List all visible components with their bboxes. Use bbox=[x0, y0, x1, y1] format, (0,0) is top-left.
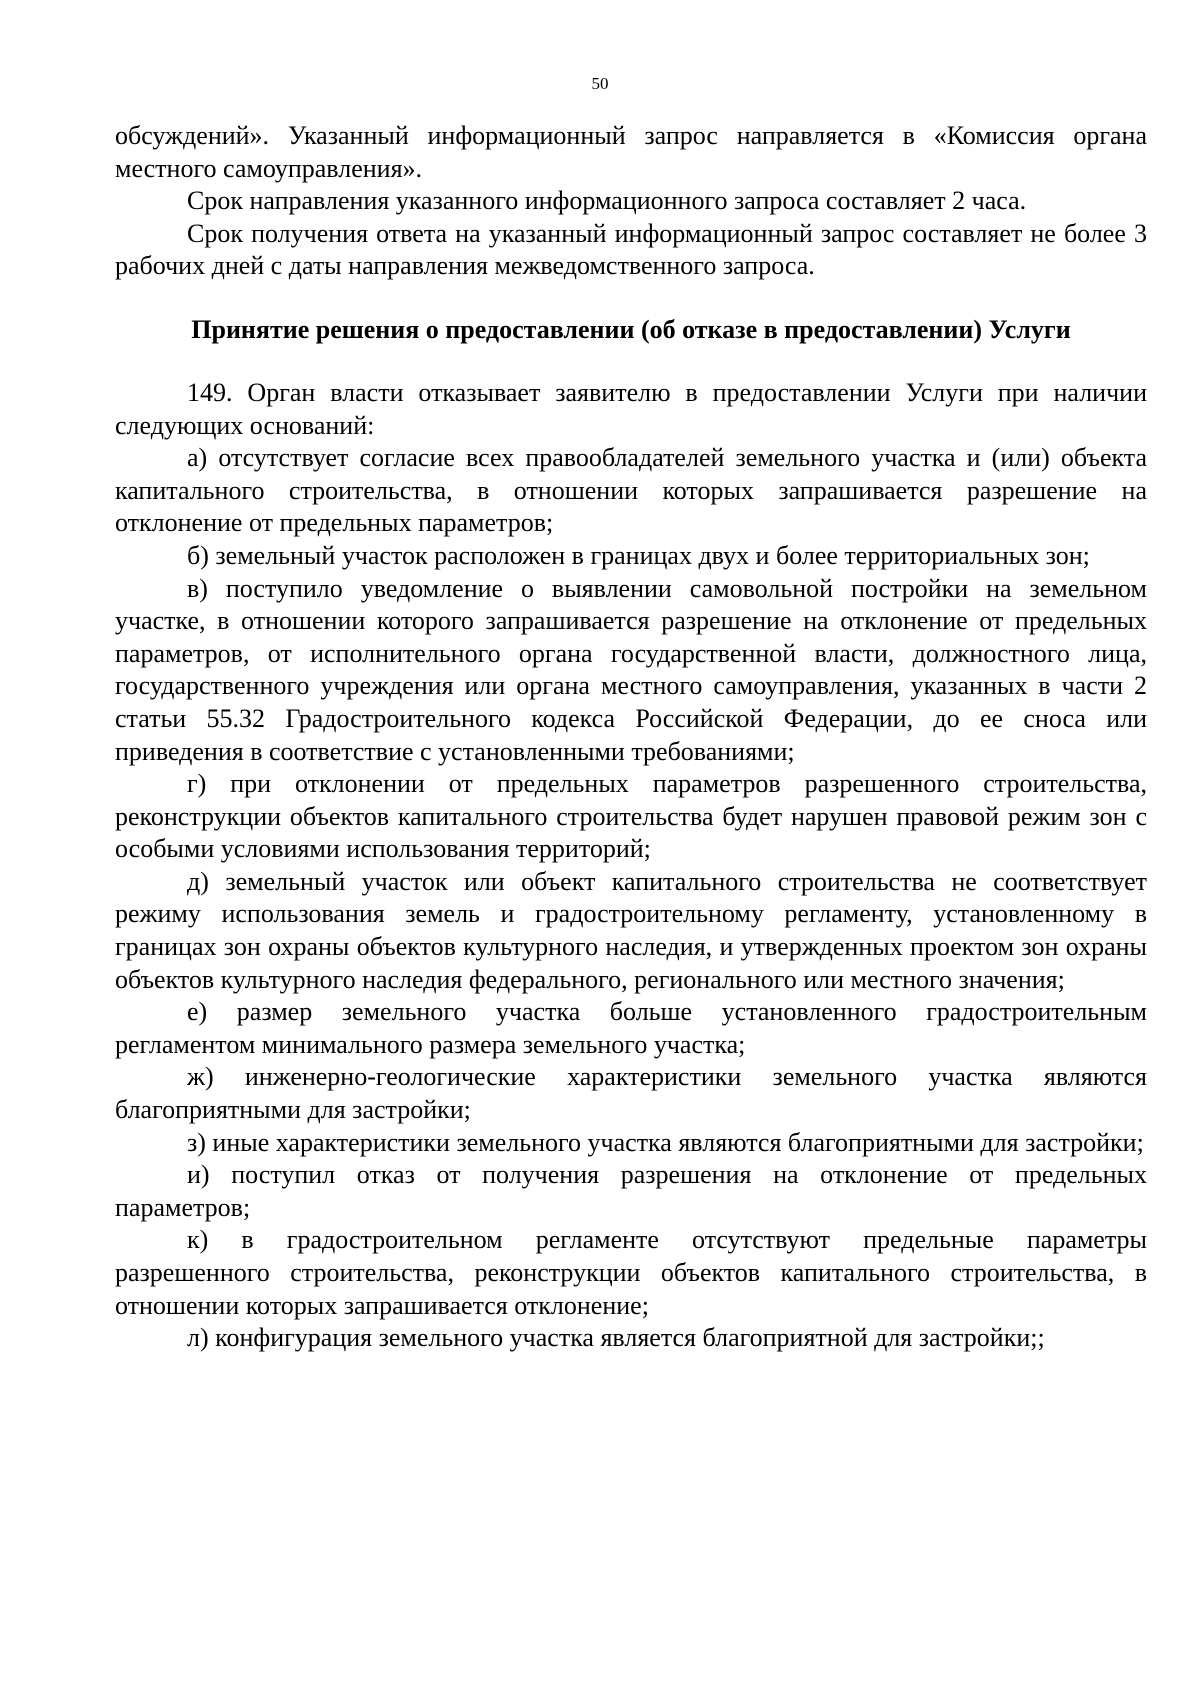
list-item-z: з) иные характеристики земельного участка являются благоприятными для застройки; bbox=[187, 1127, 1144, 1157]
paragraph-response-deadline: Срок получения ответа на указанный информационный запрос составляет не более 3 рабочих дней с даты направления межведомственного запроса. bbox=[115, 218, 1147, 281]
list-item-l: л) конфигурация земельного участка является благоприятной для застройки;; bbox=[187, 1323, 1045, 1353]
list-item-k: к) в градостроительном регламенте отсутствуют предельные параметры разрешенного строительства, реконструкции объектов капитального строительства, в отношении которых запрашивается отклонение; bbox=[115, 1225, 1147, 1320]
list-item-b: б) земельный участок расположен в границах двух и более территориальных зон; bbox=[187, 540, 1090, 570]
list-item-zh: ж) инженерно-геологические характеристики земельного участка являются благоприятными для застройки; bbox=[115, 1062, 1147, 1125]
list-item-a: а) отсутствует согласие всех правообладателей земельного участка и (или) объекта капитального строительства, в отношении которых запрашивается разрешение на отклонение от предельных параметров; bbox=[115, 443, 1147, 538]
list-item-g: г) при отклонении от предельных параметров разрешенного строительства, реконструкции объектов капитального строительства будет нарушен правовой режим зон с особыми условиями использования территорий; bbox=[115, 769, 1147, 864]
paragraph-continuation: обсуждений». Указанный информационный запрос направляется в «Комиссия органа местного самоуправления». bbox=[115, 121, 1147, 183]
clause-149: 149. Орган власти отказывает заявителю в предоставлении Услуги при наличии следующих оснований: bbox=[115, 377, 1147, 440]
document-body bbox=[115, 120, 1147, 1355]
list-item-d: д) земельный участок или объект капитального строительства не соответствует режиму использования земель и градостроительному регламенту, установленному в границах зон охраны объектов культурного наследия, и утвержденных проектом зон охраны объектов культурного наследия федерального, регионального или местного значения; bbox=[115, 866, 1147, 994]
page-number: 50 bbox=[591, 74, 609, 93]
list-item-v: в) поступило уведомление о выявлении самовольной постройки на земельном участке, в отношении которого запрашивается разрешение на отклонение от предельных параметров, от исполнительного органа государственной власти, должностного лица, государственного учреждения или органа местного самоуправления, указанных в части 2 статьи 55.32 Градостроительного кодекса Российской Федерации, до ее сноса или приведения в соответствие с установленными требованиями; bbox=[115, 573, 1147, 766]
list-item-e: е) размер земельного участка больше установленного градостроительным регламентом минимального размера земельного участка; bbox=[115, 997, 1147, 1059]
paragraph-request-deadline: Срок направления указанного информационного запроса составляет 2 часа. bbox=[187, 186, 1027, 216]
list-item-i: и) поступил отказ от получения разрешения на отклонение от предельных параметров; bbox=[115, 1160, 1147, 1222]
section-heading: Принятие решения о предоставлении (об отказе в предоставлении) Услуги bbox=[191, 314, 1071, 344]
